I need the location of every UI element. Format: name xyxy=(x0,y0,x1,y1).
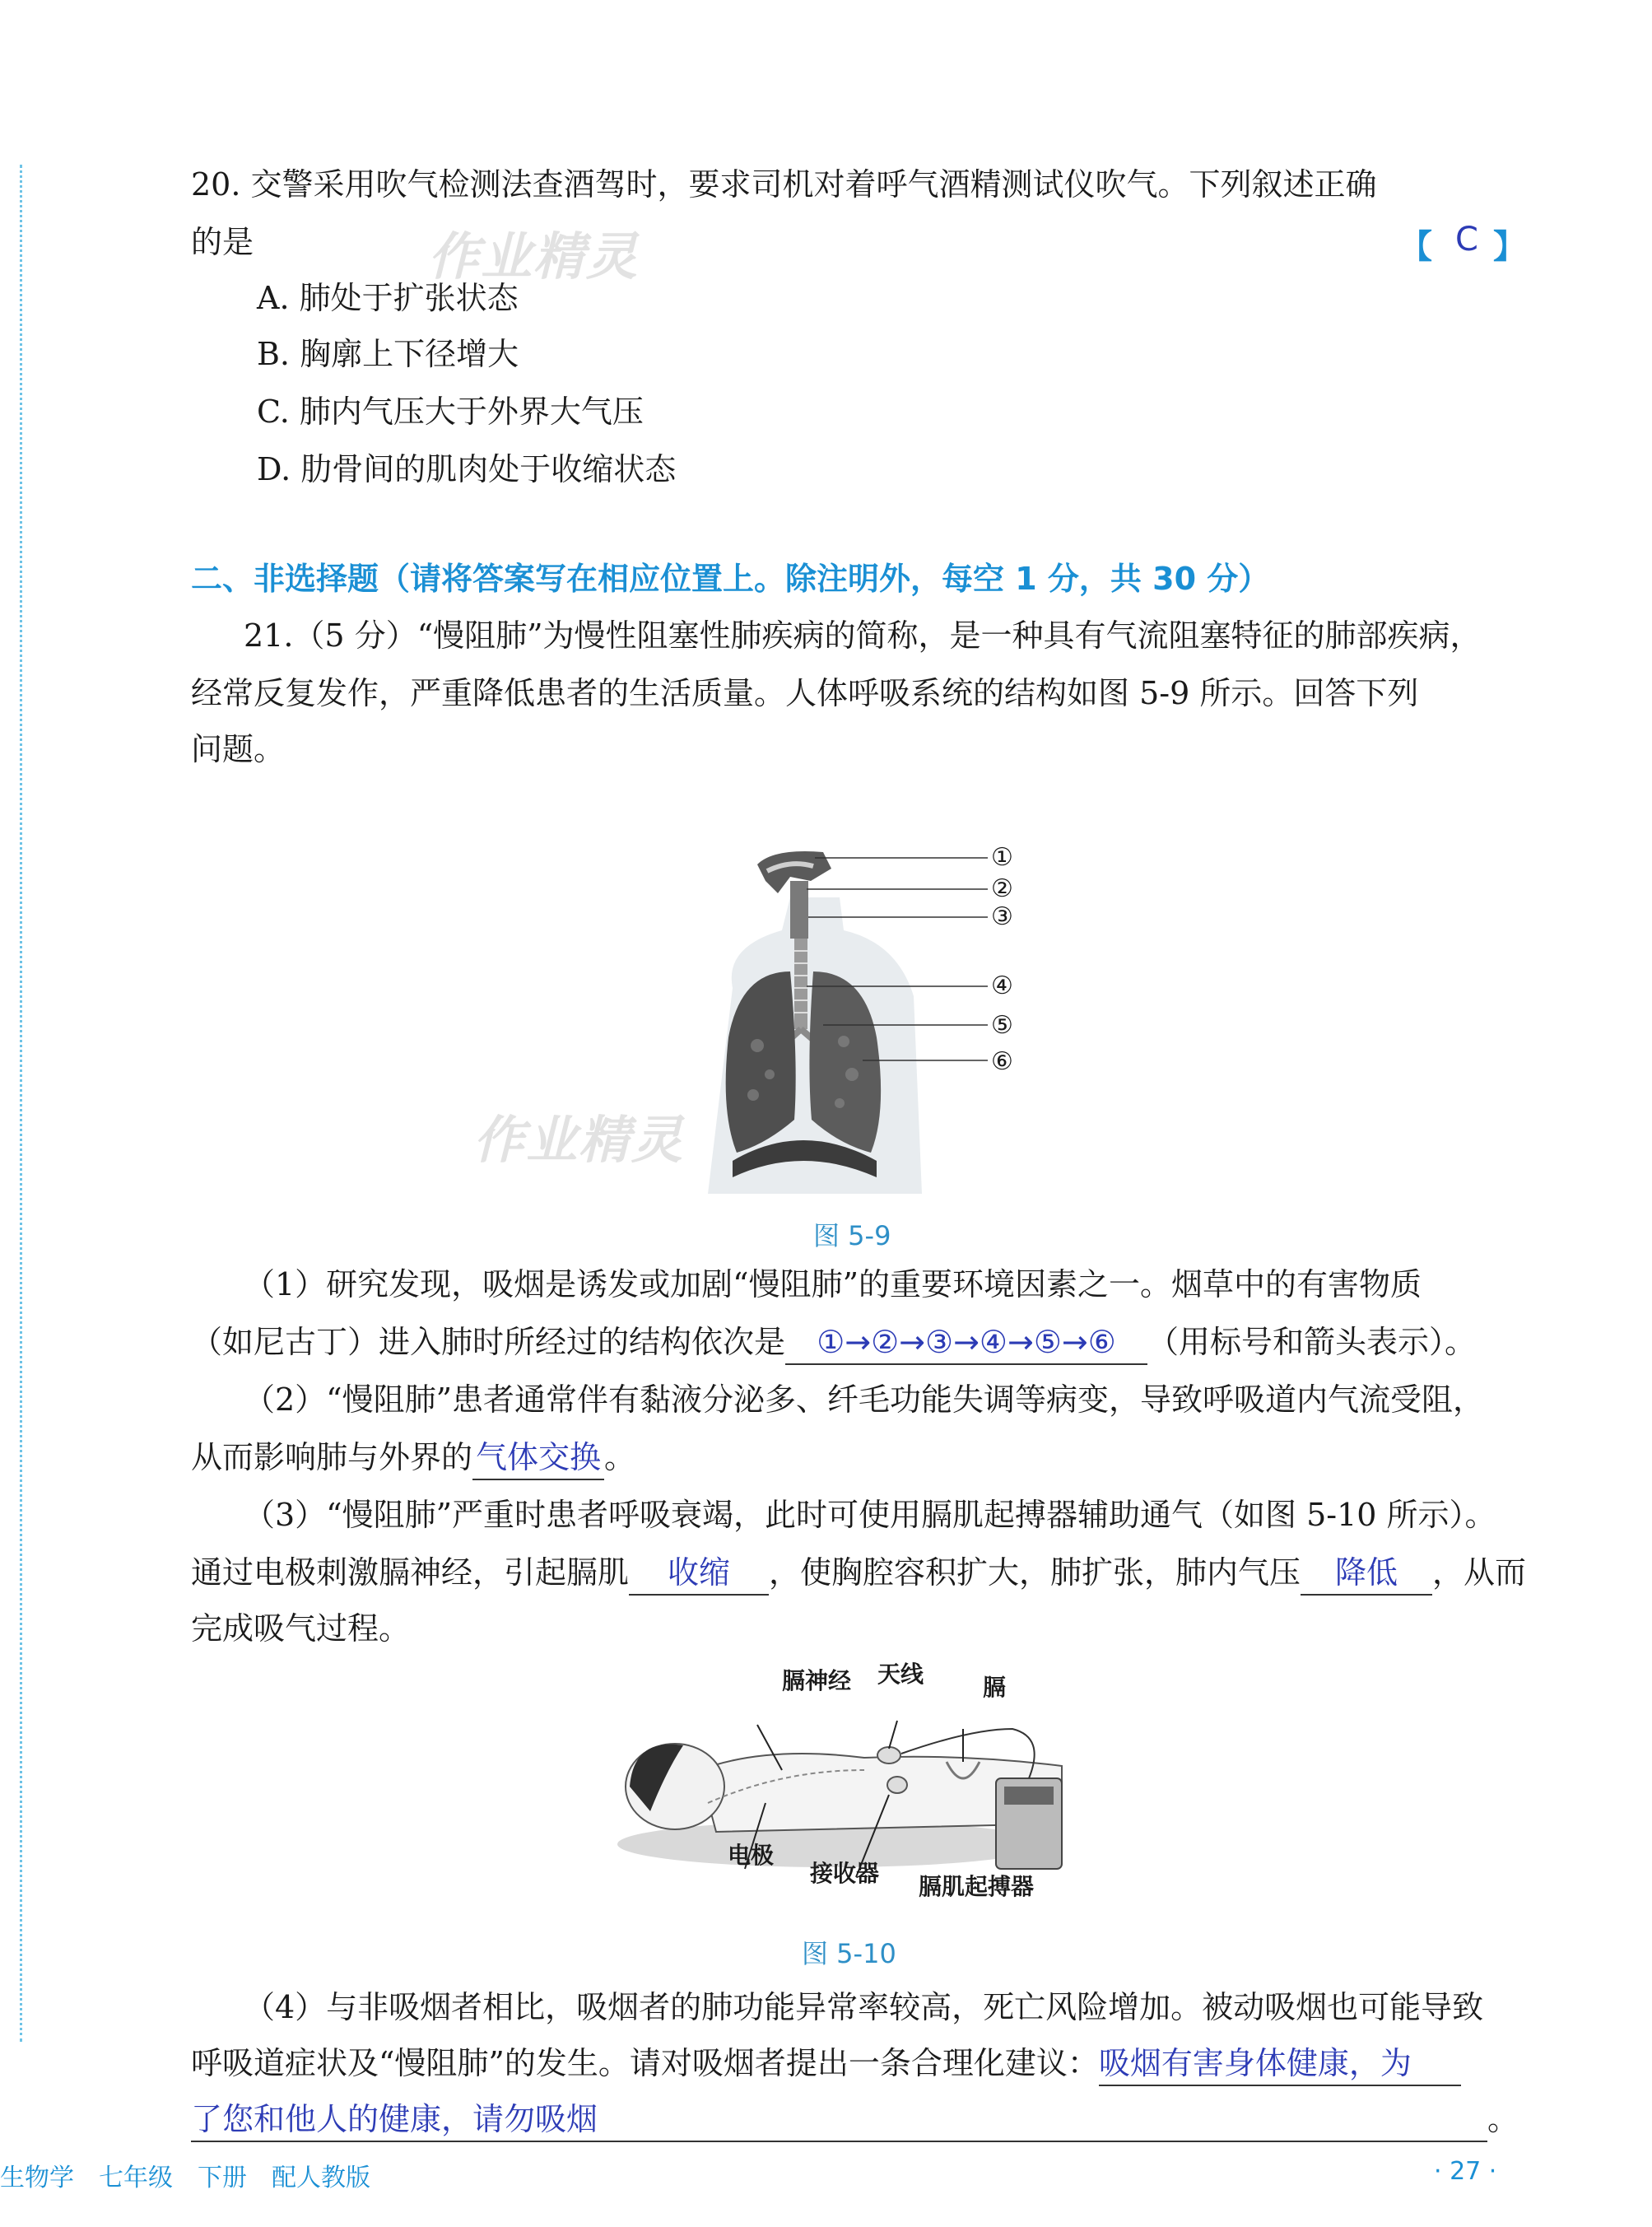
fig510-label-nerve: 膈神经 xyxy=(782,1667,852,1694)
fig510-label-electrode: 电极 xyxy=(728,1842,775,1869)
q21-part4-line1: （4）与非吸烟者相比，吸烟者的肺功能异常率较高，死亡风险增加。被动吸烟也可能导致 xyxy=(244,1989,1484,2025)
answer-bracket-left: 【 xyxy=(1399,228,1432,266)
fig510-label-antenna: 天线 xyxy=(877,1661,924,1688)
q21-part4-line3: 了您和他人的健康，请勿吸烟 。 xyxy=(191,2091,1519,2147)
fig510-label-receiver: 接收器 xyxy=(810,1860,880,1887)
q21-part3-line2: 通过电极刺激膈神经，引起膈肌 收缩 ，使胸腔容积扩大，肺扩张，肺内气压 降低 ，从而 xyxy=(191,1544,1526,1600)
fig59-label-1: ① xyxy=(991,843,1013,872)
q21-part3-line1: （3）“慢阻肺”严重时患者呼吸衰竭，此时可使用膈肌起搏器辅助通气（如图 5-10 所示）。 xyxy=(244,1497,1496,1533)
q21-part2-line2: 从而影响肺与外界的 气体交换 。 xyxy=(191,1429,635,1485)
fig510-label-diaphragm: 膈 xyxy=(983,1674,1007,1701)
q20-stem-line1: 20. 交警采用吹气检测法查酒驾时，要求司机对着呼气酒精测试仪吹气。下列叙述正确 xyxy=(191,166,1377,203)
q21-part3-line3: 完成吸气过程。 xyxy=(191,1610,411,1647)
q20-option-b: B. 胸廓上下径增大 xyxy=(257,336,519,372)
fig59-label-5: ⑤ xyxy=(991,1011,1013,1040)
q21-part3-answer2: 降低 xyxy=(1301,1551,1432,1596)
fig59-label-3: ③ xyxy=(991,902,1013,931)
q20-option-c: C. 肺内气压大于外界大气压 xyxy=(257,394,644,430)
answer-bracket-right: 】 xyxy=(1493,228,1526,266)
fig59-label-4: ④ xyxy=(991,971,1013,1000)
q21-part2-answer: 气体交换 xyxy=(472,1436,604,1480)
q21-intro-line2: 经常反复发作，严重降低患者的生活质量。人体呼吸系统的结构如图 5-9 所示。回答下列 xyxy=(191,675,1419,711)
q21-part3-answer1: 收缩 xyxy=(629,1551,769,1596)
fig510-label-pacer: 膈肌起搏器 xyxy=(919,1873,1035,1900)
q21-intro-line3: 问题。 xyxy=(191,731,286,767)
q21-part4-line2: 呼吸道症状及“慢阻肺”的发生。请对吸烟者提出一条合理化建议：吸烟有害身体健康，为 xyxy=(191,2035,1461,2091)
footer-book-info: 生物学 七年级 下册 配人教版 xyxy=(0,2164,370,2192)
margin-dotted-line xyxy=(20,165,22,2042)
q20-answer: C xyxy=(1455,221,1478,259)
q21-part1-answer: ①→②→③→④→⑤→⑥ xyxy=(785,1321,1147,1365)
q21-part4-answer-a: 吸烟有害身体健康，为 xyxy=(1099,2042,1461,2086)
watermark-middle: 作业精灵 xyxy=(473,1110,685,1170)
fig510-caption: 图 5-10 xyxy=(802,1938,896,1969)
q20-option-d: D. 肋骨间的肌肉处于收缩状态 xyxy=(257,451,677,487)
q20-option-a: A. 肺处于扩张状态 xyxy=(257,280,519,316)
fig59-label-6: ⑥ xyxy=(991,1047,1013,1076)
watermark-top: 作业精灵 xyxy=(428,226,640,287)
q20-stem-line2: 的是 xyxy=(191,224,254,260)
footer-page-number: · 27 · xyxy=(1434,2157,1497,2186)
q21-part2-line1: （2）“慢阻肺”患者通常伴有黏液分泌多、纤毛功能失调等病变，导致呼吸道内气流受阻， xyxy=(244,1381,1485,1418)
q21-intro-line1: 21.（5 分）“慢阻肺”为慢性阻塞性肺疾病的简称，是一种具有气流阻塞特征的肺部疾病， xyxy=(244,617,1482,654)
fig59-label-2: ② xyxy=(991,874,1013,903)
q21-part1-line2: （如尼古丁）进入肺时所经过的结构依次是 ①→②→③→④→⑤→⑥ （用标号和箭头表示）。 xyxy=(191,1314,1476,1370)
fig59-caption: 图 5-9 xyxy=(813,1220,891,1251)
section-title: 二、非选择题（请将答案写在相应位置上。除注明外，每空 1 分，共 30 分） xyxy=(191,561,1270,597)
q21-part1-line1: （1）研究发现，吸烟是诱发或加剧“慢阻肺”的重要环境因素之一。烟草中的有害物质 xyxy=(244,1266,1422,1302)
q21-part4-answer-b: 了您和他人的健康，请勿吸烟 xyxy=(191,2098,1487,2142)
